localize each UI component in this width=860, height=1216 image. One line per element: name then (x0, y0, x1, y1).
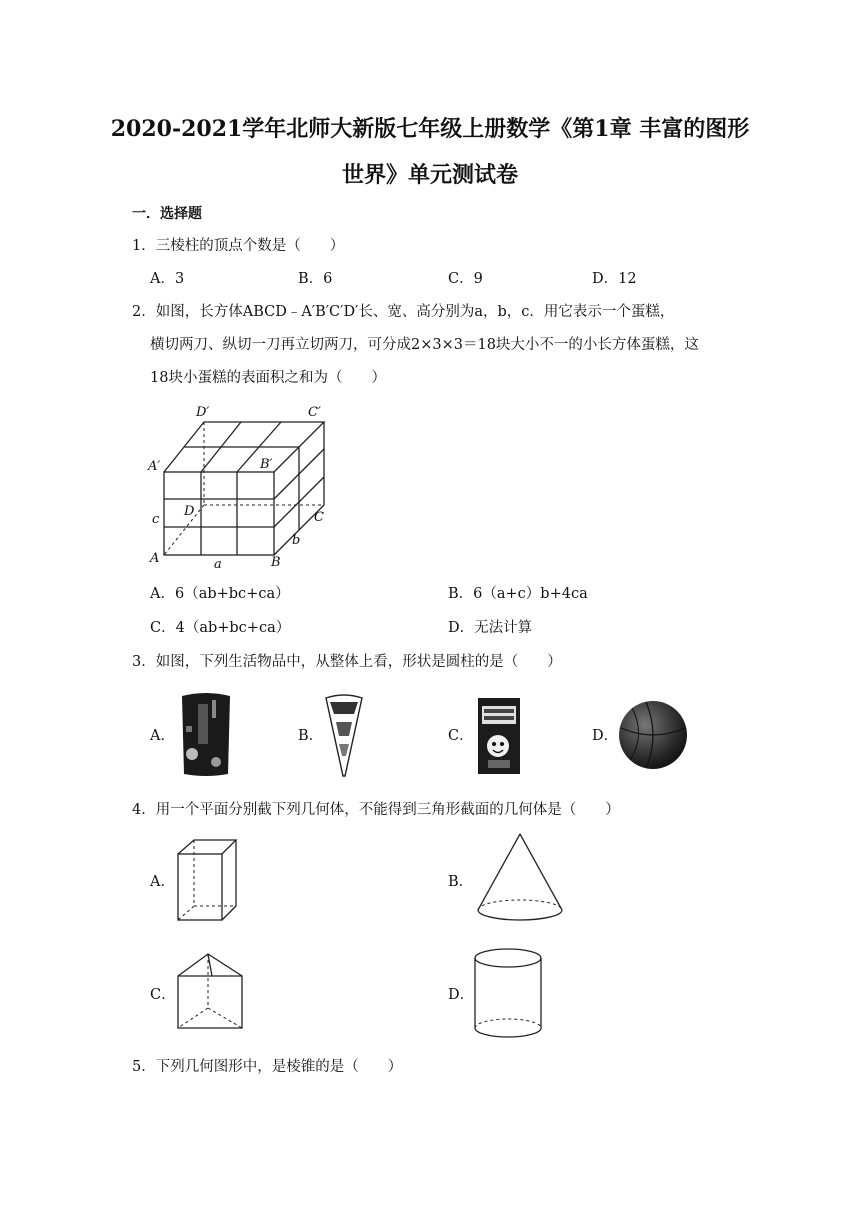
label-d: D (184, 504, 195, 519)
basketball-photo (616, 698, 690, 772)
q2-line-2: 横切两刀、纵切一刀再立切两刀，可分成2×3×3＝18块大小不一的小长方体蛋糕，这 (150, 337, 699, 353)
q4-option-a: A． (150, 874, 175, 890)
rectangular-prism-figure (172, 834, 244, 926)
label-len-b: b (292, 533, 301, 548)
triangular-prism-figure (172, 950, 248, 1034)
title-line-2: 世界》单元测试卷 (341, 162, 518, 188)
q1-stem: 1．三棱柱的顶点个数是（ ） (132, 238, 345, 254)
q1-option-c: C．9 (448, 271, 483, 287)
q2-option-c: C．4（ab+bc+ca） (150, 620, 291, 636)
label-b-prime: B′ (260, 457, 273, 472)
label-a-prime: A′ (148, 459, 161, 474)
q2-option-b: B．6（a+c）b+4ca (448, 586, 588, 602)
cylinder-figure (470, 944, 546, 1044)
q2-option-d: D．无法计算 (448, 620, 533, 636)
label-len-c: c (152, 512, 160, 527)
cuboid-figure (140, 398, 340, 573)
q4-option-c: C． (150, 987, 176, 1003)
q2-line-3: 18块小蛋糕的表面积之和为（ ） (150, 370, 386, 386)
label-a: A (150, 551, 160, 566)
q3-option-d: D． (592, 728, 619, 744)
q1-option-b: B．6 (298, 271, 333, 287)
label-len-a: a (214, 557, 222, 572)
q4-option-d: D． (448, 987, 475, 1003)
q4-stem: 4．用一个平面分别截下列几何体，不能得到三角形截面的几何体是（ ） (132, 802, 620, 818)
drink-can-photo (178, 690, 234, 778)
q3-option-c: C． (448, 728, 474, 744)
q4-option-b: B． (448, 874, 474, 890)
milk-box-photo (476, 694, 522, 776)
q3-option-b: B． (298, 728, 324, 744)
title-line-1: 2020-2021学年北师大新版七年级上册数学《第1章 丰富的图形 (110, 116, 750, 142)
q1-option-d: D．12 (592, 271, 637, 287)
q2-option-a: A．6（ab+bc+ca） (150, 586, 290, 602)
label-d-prime: D′ (196, 405, 210, 420)
label-b: B (271, 555, 281, 570)
q3-option-a: A． (150, 728, 175, 744)
ice-cream-cone-photo (324, 692, 364, 778)
q1-option-a: A．3 (150, 271, 185, 287)
label-c: C (314, 510, 324, 525)
label-c-prime: C′ (308, 405, 321, 420)
q5-stem: 5．下列几何图形中，是棱锥的是（ ） (132, 1059, 403, 1075)
q2-line-1: 2．如图，长方体ABCD﹣A′B′C′D′长、宽、高分别为a，b，c．用它表示一个蛋糕， (132, 304, 675, 320)
cone-figure (472, 830, 568, 930)
section-heading: 一．选择题 (132, 206, 202, 222)
q3-stem: 3．如图，下列生活物品中，从整体上看，形状是圆柱的是（ ） (132, 654, 562, 670)
